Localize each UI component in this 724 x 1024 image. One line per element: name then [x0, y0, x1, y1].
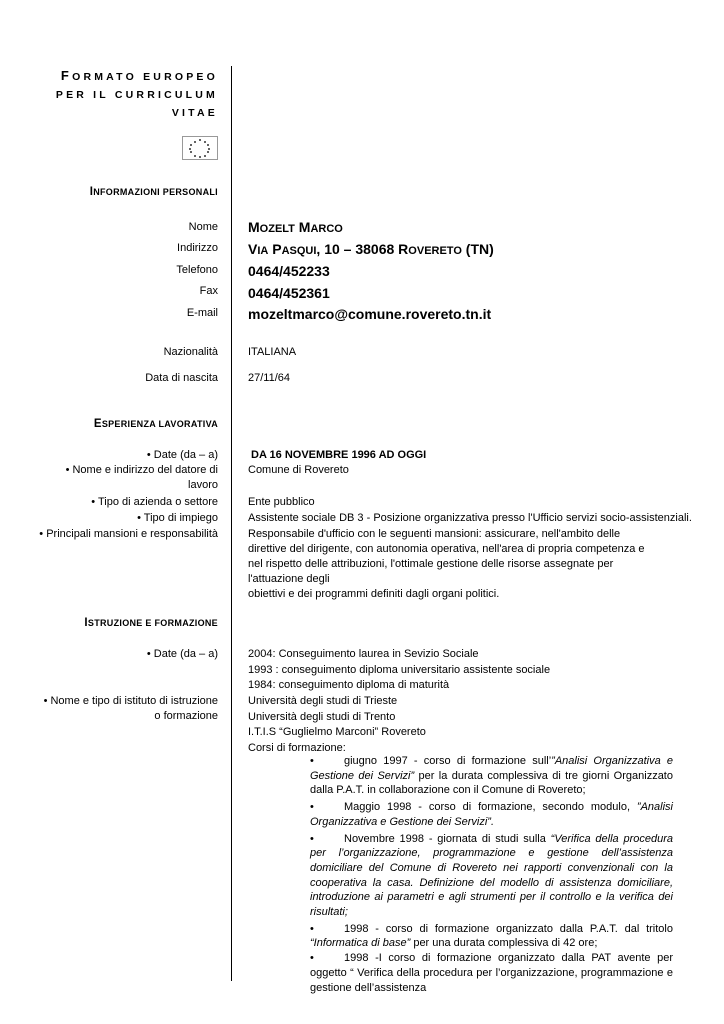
cv-title-line-1: FORMATO EUROPEO — [60, 68, 218, 83]
section-education: ISTRUZIONE E FORMAZIONE — [84, 617, 218, 629]
section-personal-info: INFORMAZIONI PERSONALI — [89, 186, 218, 198]
value-indirizzo: VIA PASQUI, 10 – 38068 ROVERETO (TN) — [248, 241, 494, 257]
course-item-4: • 1998 - corso di formazione organizzato dalla P.A.T. dal tritolo “Informatica di base” per una durata complessiva di 42 ore; — [310, 922, 673, 950]
value-exp-job-type: Assistente sociale DB 3 - Posizione organizzativa presso l'Ufficio servizi socio-assistenziali. — [248, 512, 692, 524]
value-exp-employer: Comune di Rovereto — [248, 464, 349, 476]
label-data-nascita: Data di nascita — [145, 372, 218, 384]
label-exp-sector: • Tipo di azienda o settore — [91, 496, 218, 508]
list-item: I.T.I.S “Guglielmo Marconi” Rovereto — [248, 726, 426, 738]
label-exp-date: • Date (da – a) — [146, 449, 218, 461]
value-email[interactable]: mozeltmarco@comune.rovereto.tn.it — [248, 306, 492, 322]
label-exp-duties: • Principali mansioni e responsabilità — [39, 528, 218, 540]
edu-institutes-list — [248, 694, 426, 756]
label-nome: Nome — [188, 221, 218, 233]
label-telefono: Telefono — [176, 264, 218, 276]
course-item-5: • 1998 -I corso di formazione organizzato dalla PAT avente per oggetto “ Verifica della procedura per l’organizzazione, programmazione e gestione dell’assistenza — [310, 952, 673, 994]
list-item: 2004: Conseguimento laurea in Sevizio Sociale — [248, 648, 479, 660]
cv-title — [56, 67, 218, 122]
course-item-1: • giugno 1997 - corso di formazione sull’”Analisi Organizzativa e Gestione dei Servizi” per la durata complessiva di tre giorni Organizzato dalla P.A.T. in collaborazione con il Comune di Rovereto; — [310, 755, 673, 797]
edu-dates-list — [248, 647, 550, 694]
course-item-3: • Novembre 1998 - giornata di studi sulla “Verifica della procedura per l’organizzazione, programmazione e gestione dell’assistenza domiciliare del Comune di Rovereto nei rapporti convenzionali con la cooperativa la casa. Definizione del modello di assistenza domiciliare, introduzione ai parametri e agli strumenti per il controllo e la verifica dei risultati; — [310, 832, 673, 919]
vertical-divider — [231, 66, 232, 981]
label-edu-institute: • Nome e tipo di istituto di istruzione o formazione — [43, 695, 218, 722]
label-fax: Fax — [199, 285, 218, 297]
value-exp-duties: Responsabile d'ufficio con le seguenti mansioni: assicurare, nell'ambito delle direttive del dirigente, con autonomia operativa, nell'area di propria competenza e nel rispetto delle attribuzioni, l'ottimale gestione delle risorse assegnate per l'attuazione degli obiettivi e dei programmi definiti dagli organi politici. — [248, 528, 645, 600]
section-work-experience: ESPERIENZA LAVORATIVA — [93, 418, 218, 430]
label-edu-date: • Date (da – a) — [146, 648, 218, 660]
value-exp-sector: Ente pubblico — [248, 496, 315, 508]
eu-flag-icon — [182, 136, 218, 160]
label-indirizzo: Indirizzo — [177, 242, 218, 254]
value-data-nascita: 27/11/64 — [248, 372, 291, 384]
bullet-icon: • — [310, 832, 314, 845]
label-nazionalita: Nazionalità — [163, 346, 218, 358]
value-exp-date: DA 16 NOVEMBRE 1996 AD OGGI — [251, 449, 427, 461]
list-item: Università degli studi di Trieste — [248, 695, 398, 707]
list-item: Università degli studi di Trento — [248, 710, 396, 723]
value-nome: MOZELT MARCO — [248, 219, 343, 235]
bullet-icon: • — [310, 952, 314, 965]
value-nazionalita: ITALIANA — [248, 346, 297, 358]
courses-list — [248, 754, 673, 995]
cv-title-line-2: PER IL CURRICULUM — [55, 89, 218, 101]
value-telefono: 0464/452233 — [248, 263, 330, 279]
course-item-2: • Maggio 1998 - corso di formazione, secondo modulo, ”Analisi Organizzativa e Gestione dei Servizi”. — [310, 801, 673, 828]
list-item: 1993 : conseguimento diploma universitario assistente sociale — [248, 663, 551, 676]
list-item: Corsi di formazione: — [248, 741, 346, 754]
label-email: E-mail — [186, 307, 218, 319]
bullet-icon: • — [310, 801, 314, 814]
label-exp-employer: • Nome e indirizzo del datore di lavoro — [65, 464, 218, 491]
list-item: 1984: conseguimento diploma di maturità — [248, 679, 450, 691]
cv-title-line-3: VITAE — [171, 107, 218, 119]
bullet-icon: • — [310, 922, 314, 935]
label-exp-job-type: • Tipo di impiego — [137, 512, 218, 524]
bullet-icon: • — [310, 755, 314, 767]
value-fax: 0464/452361 — [248, 285, 330, 301]
